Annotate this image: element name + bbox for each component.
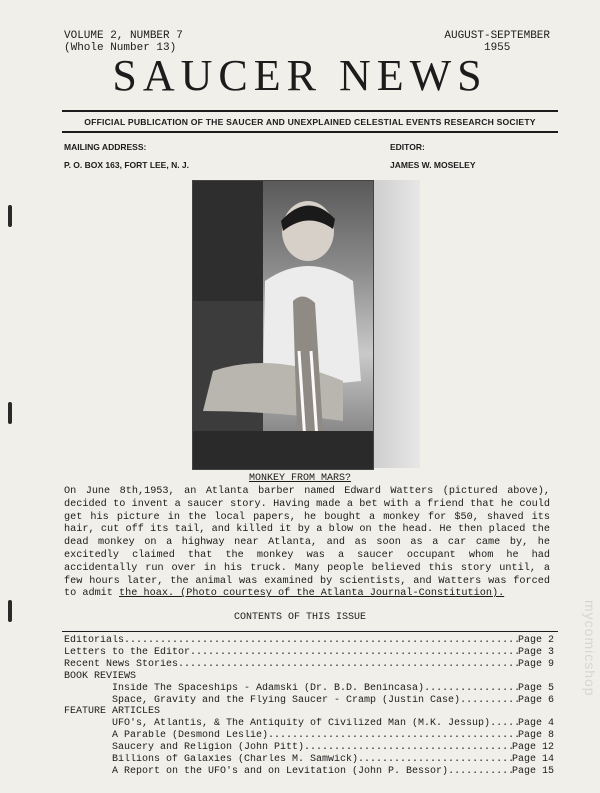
toc-row <box>64 742 554 754</box>
whole-number-line: (Whole Number 13) <box>64 42 177 54</box>
toc-page: Page 3 <box>517 646 554 658</box>
toc-title: Editorials <box>64 635 125 646</box>
date-year: 1955 <box>483 42 511 54</box>
toc-section-book-reviews: BOOK REVIEWS <box>64 670 137 682</box>
cover-photo <box>192 180 374 470</box>
volume-line: VOLUME 2, NUMBER 7 <box>64 30 183 42</box>
toc-page: Page 8 <box>517 730 554 742</box>
toc-page: Page 14 <box>511 754 554 766</box>
toc-page: Page 9 <box>517 658 554 670</box>
editor-name: JAMES W. MOSELEY <box>390 160 476 170</box>
masthead-rule-bottom <box>62 131 558 133</box>
toc-title: Letters to the Editor <box>64 646 191 658</box>
masthead-title: SAUCER NEWS <box>112 51 488 100</box>
toc-title: Space, Gravity and the Flying Saucer - Cramp (Justin Case) <box>112 694 461 706</box>
toc-row <box>64 730 554 742</box>
toc-page: Page 2 <box>517 635 554 646</box>
table-of-contents <box>64 635 554 778</box>
toc-section-feature-articles: FEATURE ARTICLES <box>64 706 161 718</box>
toc-title: Recent News Stories <box>64 658 179 670</box>
story-closing: the hoax. (Photo courtesy of the Atlanta Journal-Constitution). <box>119 588 505 600</box>
toc-title: Saucery and Religion (John Pitt) <box>112 742 305 754</box>
toc-page: Page 6 <box>517 694 554 706</box>
binder-hole <box>8 205 12 227</box>
toc-page: Page 12 <box>511 742 554 754</box>
mailing-label: MAILING ADDRESS: <box>64 142 147 152</box>
toc-row <box>64 635 554 647</box>
toc-row <box>64 695 554 707</box>
toc-title: UFO's, Atlantis, & The Antiquity of Civilized Man (M.K. Jessup) <box>112 718 491 730</box>
contents-heading: CONTENTS OF THIS ISSUE <box>233 612 367 623</box>
toc-row <box>64 659 554 671</box>
story-body: On June 8th,1953, an Atlanta barber named Edward Watters (pictured above), decided to invent a saucer story. Having made a bet with a friend that he could get his picture in the local papers, he bought a monkey for $50, shaved its hair, cut off its tail, and killed it by a blow on the head. He then placed the dead monkey on a highway near Atlanta, and as soon as a car came by, he excitedly claimed that the monkey was a saucer occupant whom he had accidentally run over in his truck. Many people believed this story until, a few hours later, the animal was examined by scientists, and Watters was forced to admit <box>64 486 550 600</box>
masthead-rule-top <box>62 110 558 112</box>
toc-title: Inside The Spaceships - Adamski (Dr. B.D. Benincasa) <box>112 682 425 694</box>
photo-caption: MONKEY FROM MARS? <box>248 473 352 484</box>
editor-label: EDITOR: <box>390 142 425 152</box>
contents-rule <box>62 631 558 632</box>
toc-title: A Parable (Desmond Leslie) <box>112 730 269 742</box>
photo-illustration <box>193 181 373 469</box>
toc-row <box>64 683 554 695</box>
toc-row <box>64 718 554 730</box>
watermark: mycomicshop <box>582 600 598 697</box>
toc-row <box>64 754 554 766</box>
toc-page: Page 4 <box>517 718 554 730</box>
mailing-address: P. O. BOX 163, FORT LEE, N. J. <box>64 160 190 170</box>
story-text <box>64 486 550 601</box>
toc-title: A Report on the UFO's and on Levitation (John P. Bessor) <box>112 765 449 777</box>
toc-page: Page 5 <box>517 682 554 694</box>
toc-row <box>64 766 554 778</box>
toc-page: Page 15 <box>511 765 554 777</box>
masthead-subtitle: OFFICIAL PUBLICATION OF THE SAUCER AND UNEXPLAINED CELESTIAL EVENTS RESEARCH SOCIETY <box>84 117 536 127</box>
date-months: AUGUST-SEPTEMBER <box>444 30 550 42</box>
toc-title: Billions of Galaxies (Charles M. Samwick) <box>112 754 359 766</box>
toc-row <box>64 647 554 659</box>
binder-hole <box>8 402 12 424</box>
